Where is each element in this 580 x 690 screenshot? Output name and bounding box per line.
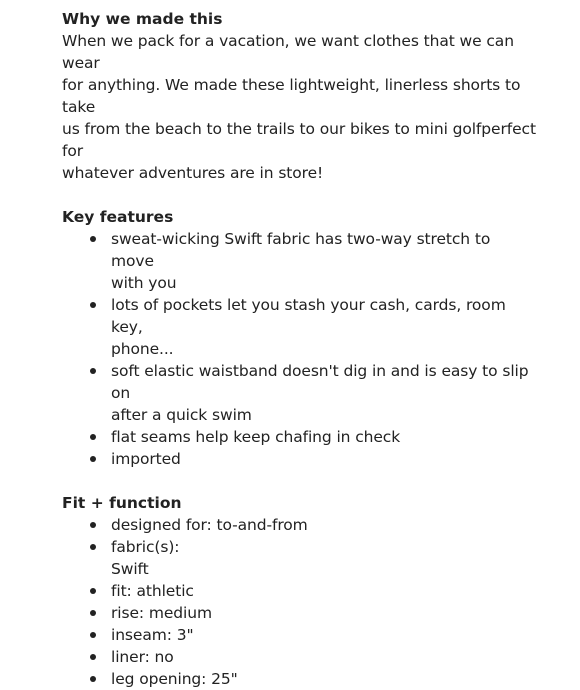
- bullet-icon: [90, 434, 96, 440]
- bullet-icon: [90, 456, 96, 462]
- list-item: [90, 448, 536, 470]
- list-item: [90, 228, 536, 294]
- list-item-text: with you: [111, 274, 177, 292]
- list-item: [90, 360, 536, 426]
- section-spacer: [62, 184, 536, 206]
- list-item-text: fabric(s):: [111, 538, 180, 556]
- list-item-text: phone...: [111, 340, 174, 358]
- list-item-text: Swift: [111, 560, 149, 578]
- list-item-text: lots of pockets let you stash your cash, cards, room key,: [111, 296, 506, 336]
- bullet-icon: [90, 632, 96, 638]
- key-features-heading: Key features: [62, 208, 174, 226]
- why-heading: Why we made this: [62, 10, 223, 28]
- bullet-icon: [90, 654, 96, 660]
- why-line: us from the beach to the trails to our bikes to mini golfperfect for: [62, 120, 536, 160]
- bullet-icon: [90, 588, 96, 594]
- list-item: [90, 646, 536, 668]
- why-paragraph: [62, 30, 536, 184]
- fit-function-heading: Fit + function: [62, 494, 182, 512]
- list-item-text: inseam: 3": [111, 626, 194, 644]
- list-item-text: leg opening: 25": [111, 670, 238, 688]
- bullet-icon: [90, 522, 96, 528]
- list-item-text: soft elastic waistband doesn't dig in and is easy to slip on: [111, 362, 529, 402]
- list-item: [90, 580, 536, 602]
- bullet-icon: [90, 676, 96, 682]
- bullet-icon: [90, 302, 96, 308]
- bullet-icon: [90, 236, 96, 242]
- why-line: When we pack for a vacation, we want clothes that we can wear: [62, 32, 514, 72]
- bullet-icon: [90, 544, 96, 550]
- fit-function-list: [62, 514, 536, 690]
- why-line: whatever adventures are in store!: [62, 164, 324, 182]
- list-item-text: sweat-wicking Swift fabric has two-way stretch to move: [111, 230, 491, 270]
- list-item-text: after a quick swim: [111, 406, 252, 424]
- list-item-text: imported: [111, 450, 181, 468]
- list-item: [90, 426, 536, 448]
- list-item: [90, 514, 536, 536]
- list-item-text: fit: athletic: [111, 582, 194, 600]
- list-item-text: rise: medium: [111, 604, 212, 622]
- bullet-icon: [90, 368, 96, 374]
- list-item: [90, 294, 536, 360]
- bullet-icon: [90, 610, 96, 616]
- list-item-text: liner: no: [111, 648, 174, 666]
- why-line: for anything. We made these lightweight, linerless shorts to take: [62, 76, 521, 116]
- section-spacer: [62, 470, 536, 492]
- list-item-text: designed for: to-and-from: [111, 516, 308, 534]
- list-item: [90, 624, 536, 646]
- key-features-list: [62, 228, 536, 470]
- list-item-text: flat seams help keep chafing in check: [111, 428, 401, 446]
- list-item: [90, 602, 536, 624]
- list-item: [90, 536, 536, 580]
- list-item: [90, 668, 536, 690]
